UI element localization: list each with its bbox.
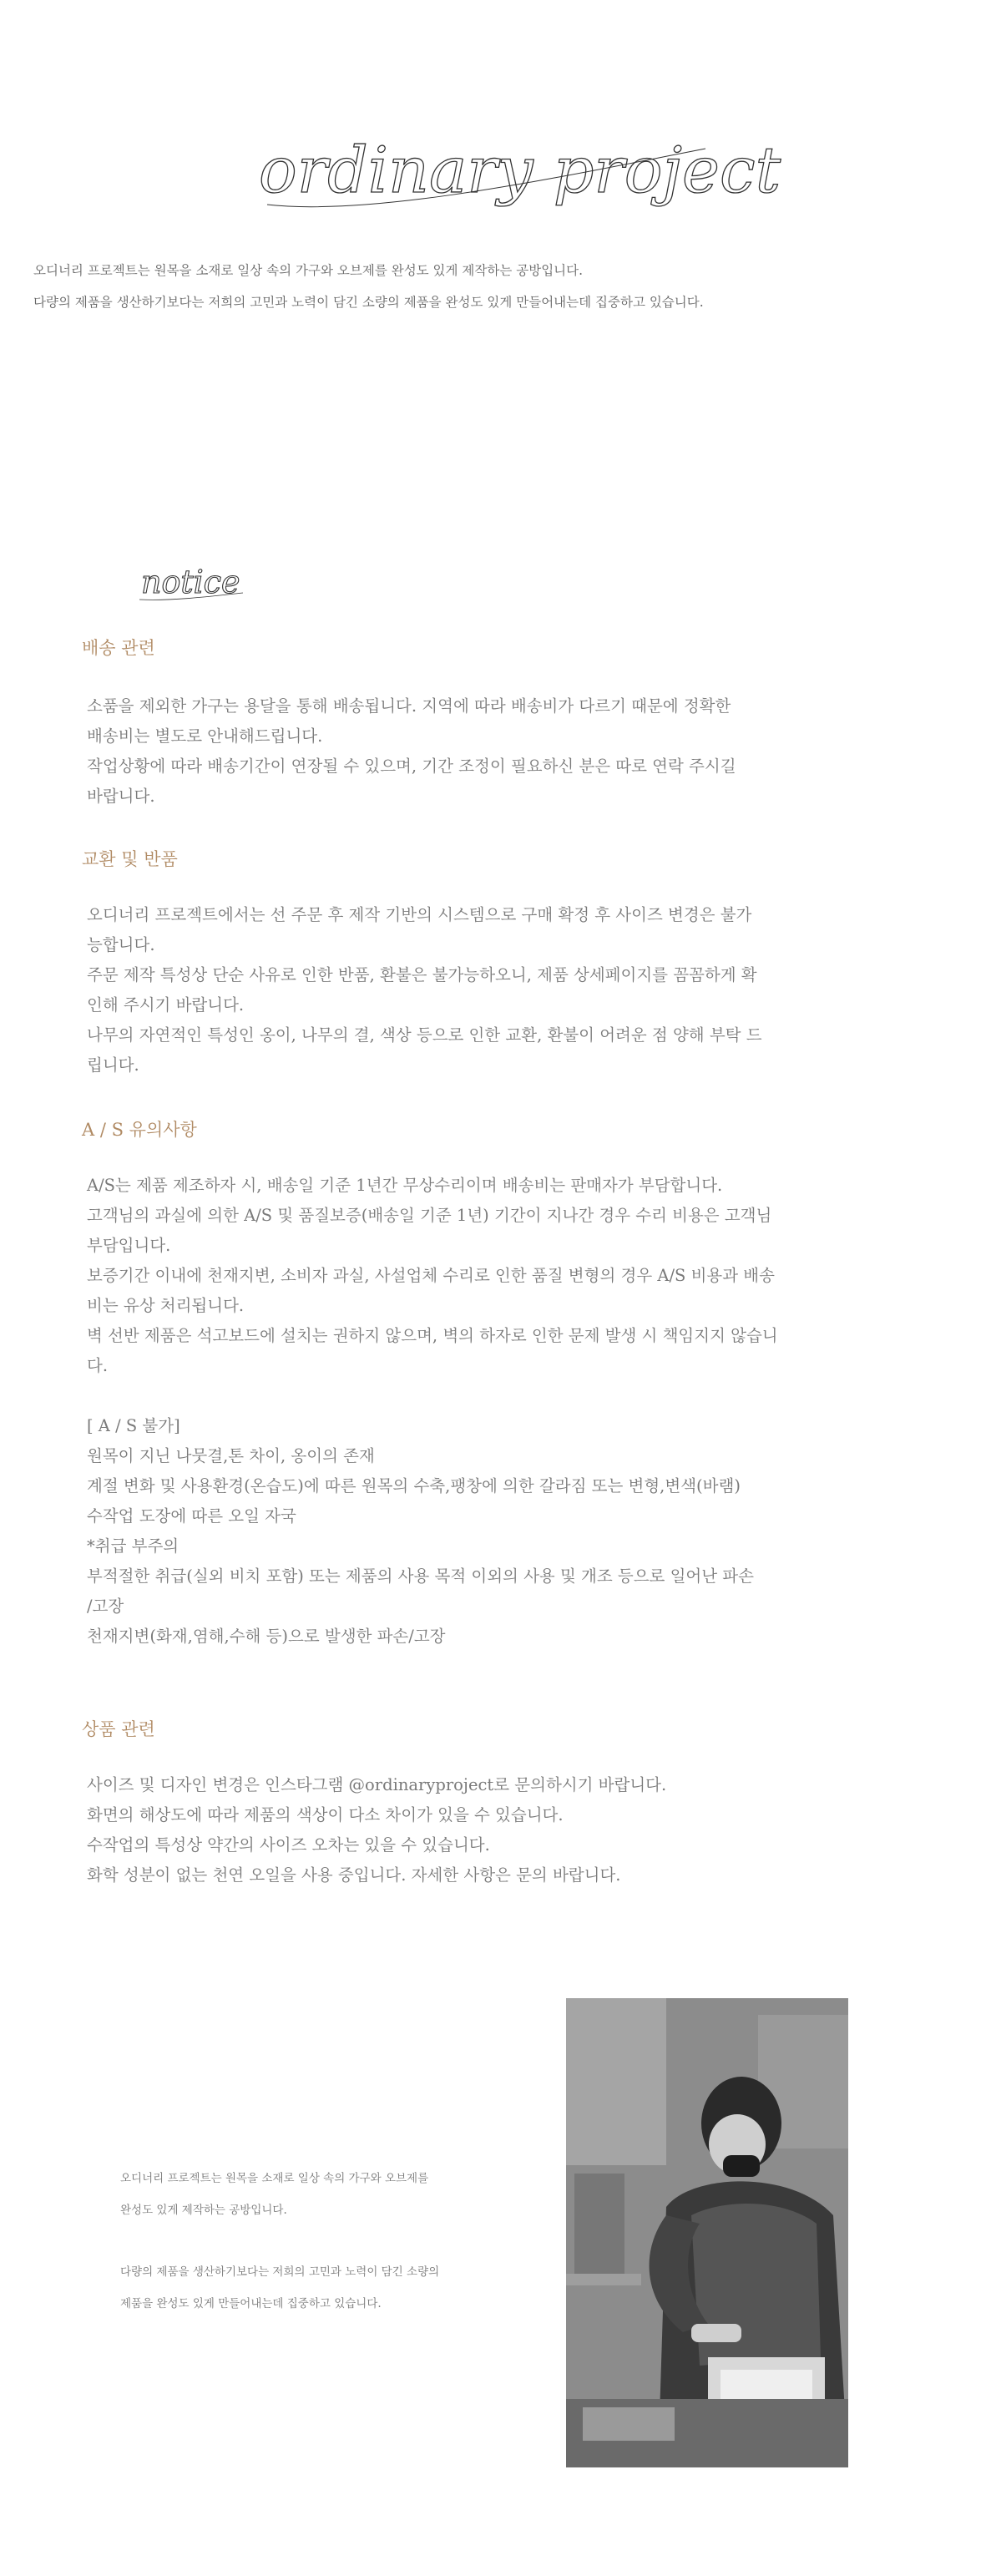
bottom-line: 완성도 있게 제작하는 공방입니다. [120, 2204, 287, 2217]
as-not-covered-line: 부적절한 취급(실외 비치 포함) 또는 제품의 사용 목적 이외의 사용 및 개조 등으로 일어난 파손 [87, 1566, 754, 1586]
exchange-line: 나무의 자연적인 특성인 옹이, 나무의 결, 색상 등으로 인한 교환, 환불이 어려운 점 양해 부탁 드 [87, 1025, 762, 1045]
as-not-covered-line: 원목이 지닌 나뭇결,톤 차이, 옹이의 존재 [87, 1446, 375, 1465]
product-line: 화학 성분이 없는 천연 오일을 사용 중입니다. 자세한 사항은 문의 바랍니다. [87, 1865, 621, 1885]
bottom-line: 제품을 완성도 있게 만들어내는데 집중하고 있습니다. [120, 2297, 382, 2310]
as-line: A/S는 제품 제조하자 시, 배송일 기준 1년간 무상수리이며 배송비는 판매자가 부담합니다. [87, 1176, 723, 1195]
delivery-body [87, 691, 922, 812]
as-not-covered-line: *취급 부주의 [87, 1536, 180, 1556]
bottom-line: 다량의 제품을 생산하기보다는 저희의 고민과 노력이 담긴 소량의 [120, 2265, 440, 2279]
logo-wordmark: ordinary project [259, 133, 781, 207]
bottom-paragraph-2 [120, 2256, 538, 2320]
as-line: 다. [87, 1356, 109, 1375]
craftsman-photo [566, 1998, 848, 2467]
bottom-intro-text [120, 2163, 538, 2350]
exchange-line: 인해 주시기 바랍니다. [87, 995, 245, 1015]
product-body [87, 1770, 922, 1890]
as-line: 벽 선반 제품은 석고보드에 설치는 권하지 않으며, 벽의 하자로 인한 문제 발생 시 책임지지 않습니 [87, 1326, 778, 1345]
product-title: 상품 관련 [82, 1719, 155, 1739]
as-not-covered-line: 계절 변화 및 사용환경(온습도)에 따른 원목의 수축,팽창에 의한 갈라짐 또는 변형,변색(바램) [87, 1476, 741, 1495]
delivery-line: 바랍니다. [87, 787, 155, 806]
as-not-covered-line: /고장 [87, 1597, 124, 1616]
as-not-covered-line: [ A / S 불가] [87, 1416, 180, 1435]
exchange-line: 주문 제작 특성상 단순 사유로 인한 반품, 환불은 불가능하오니, 제품 상세페이지를 꼼꼼하게 확 [87, 965, 757, 984]
product-line: 수작업의 특성상 약간의 사이즈 오차는 있을 수 있습니다. [87, 1835, 490, 1855]
notice-heading [138, 559, 246, 610]
bottom-paragraph-1 [120, 2163, 538, 2226]
notice-label: notice [141, 564, 240, 600]
bottom-line: 오디너리 프로젝트는 원목을 소재로 일상 속의 가구와 오브제를 [120, 2172, 429, 2185]
delivery-title: 배송 관련 [82, 638, 155, 658]
brand-logo [250, 125, 781, 225]
as-title: A / S 유의사항 [82, 1120, 197, 1140]
delivery-line: 작업상황에 따라 배송기간이 연장될 수 있으며, 기간 조정이 필요하신 분은 따로 연락 주시길 [87, 757, 736, 776]
exchange-body [87, 900, 922, 1081]
delivery-line: 배송비는 별도로 안내해드립니다. [87, 726, 323, 746]
exchange-line: 립니다. [87, 1055, 139, 1075]
as-line: 비는 유상 처리됩니다. [87, 1296, 245, 1315]
as-line: 고객님의 과실에 의한 A/S 및 품질보증(배송일 기준 1년) 기간이 지나간 경우 수리 비용은 고객님 [87, 1206, 772, 1225]
intro-line-2: 다량의 제품을 생산하기보다는 저희의 고민과 노력이 담긴 소량의 제품을 완성도 있게 만들어내는데 집중하고 있습니다. [33, 295, 704, 310]
product-line: 사이즈 및 디자인 변경은 인스타그램 @ordinaryproject로 문의하시기 바랍니다. [87, 1775, 667, 1794]
delivery-line: 소품을 제외한 가구는 용달을 통해 배송됩니다. 지역에 따라 배송비가 다르기 때문에 정확한 [87, 696, 731, 716]
as-not-covered-line: 수작업 도장에 따른 오일 자국 [87, 1506, 296, 1526]
as-not-covered-line: 천재지변(화재,염해,수해 등)으로 발생한 파손/고장 [87, 1627, 446, 1646]
intro-line-1: 오디너리 프로젝트는 원목을 소재로 일상 속의 가구와 오브제를 완성도 있게 제작하는 공방입니다. [33, 263, 584, 278]
as-body [87, 1171, 922, 1652]
as-line: 보증기간 이내에 천재지변, 소비자 과실, 사설업체 수리로 인한 품질 변형의 경우 A/S 비용과 배송 [87, 1266, 775, 1285]
intro-text [33, 261, 968, 324]
exchange-line: 오디너리 프로젝트에서는 선 주문 후 제작 기반의 시스템으로 구매 확정 후 사이즈 변경은 불가 [87, 905, 752, 924]
exchange-title: 교환 및 반품 [82, 849, 178, 869]
product-line: 화면의 해상도에 따라 제품의 색상이 다소 차이가 있을 수 있습니다. [87, 1805, 564, 1824]
as-line: 부담입니다. [87, 1236, 171, 1255]
exchange-line: 능합니다. [87, 935, 155, 954]
